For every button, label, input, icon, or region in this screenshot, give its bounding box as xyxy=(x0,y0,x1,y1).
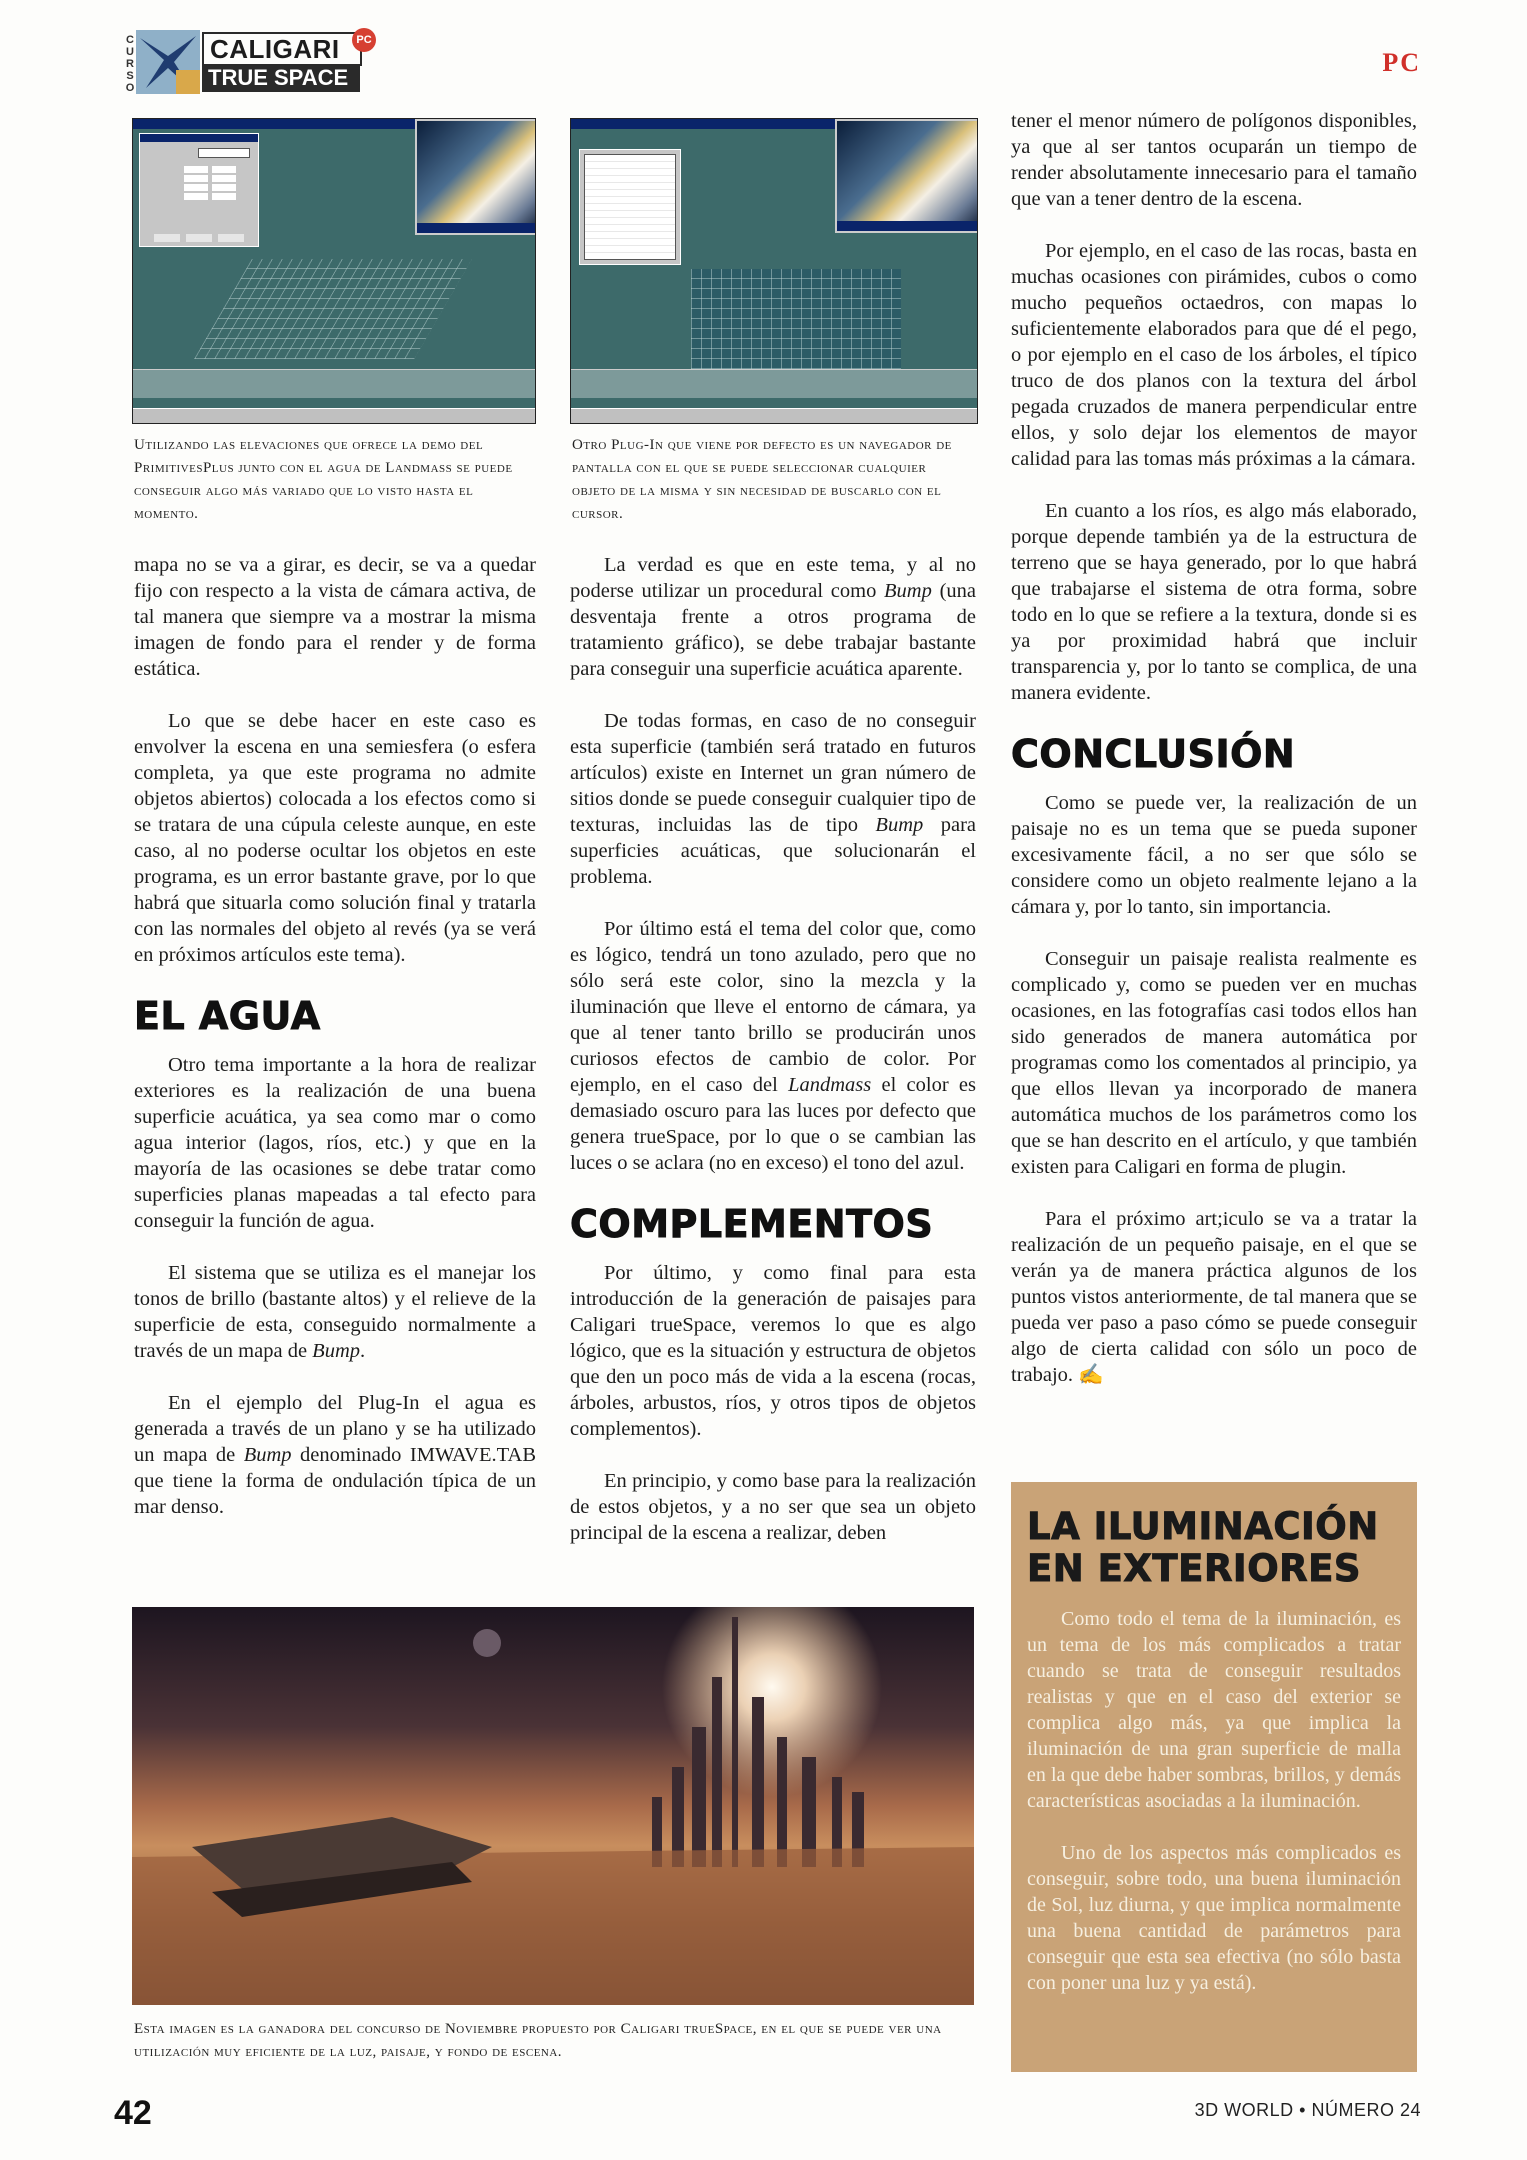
windows-taskbar xyxy=(133,408,535,423)
dialog-panel xyxy=(139,133,259,247)
figure-caption: Utilizando las elevaciones que ofrece la demo del PrimitivesPlus junto con el agua de Landmass se puede conseguir algo más variado que lo visto hasta el momento. xyxy=(134,437,513,522)
logo-truespace-text: TRUE SPACE xyxy=(202,64,360,92)
logo-caligari-text: CALIGARI xyxy=(202,32,362,66)
water-plane xyxy=(691,269,901,379)
windows-taskbar xyxy=(571,408,977,423)
paragraph: mapa no se va a girar, es decir, se va a quedar fijo con respecto a la vista de cámara activa, de tal manera que siempre va a mostrar la misma imagen de fondo para el render y de forma estática. xyxy=(134,554,536,680)
sidebar-title-line2: EN EXTERIORES xyxy=(1027,1547,1362,1590)
section-heading-el-agua: EL AGUA xyxy=(134,994,321,1038)
sidebar-title-line1: LA ILUMINACIÓN xyxy=(1027,1505,1379,1548)
caligari-truespace-logo xyxy=(124,28,378,96)
article-column-3 xyxy=(1011,108,1417,1414)
caption-navigator xyxy=(572,434,972,526)
paragraph: tener el menor número de polígonos disponibles, ya que al ser tantos ocuparán un tiempo de render absolutamente innecesario para el tamaño que van a tener dentro de la escena. xyxy=(1011,110,1417,210)
section-heading-conclusion: CONCLUSIÓN xyxy=(1011,732,1296,776)
section-tag-pc: PC xyxy=(1382,48,1421,77)
sidebar-paragraph: Como todo el tema de la iluminación, es un tema de los más complicados a tratar cuando se trata de conseguir resultados realistas y que en el caso del exterior se complica algo más, ya que implica la iluminación de una gran superficie de malla en la que debe haber sombras, brillos, y demás características asociadas a la iluminación. xyxy=(1027,1608,1401,1812)
paragraph: El sistema que se utiliza es el manejar los tonos de brillo (bastante altos) y el relieve de la superficie de esta, conseguido normalmente a través de un mapa de Bump. xyxy=(134,1262,536,1362)
sidebar-iluminacion-exteriores xyxy=(1011,1482,1417,2072)
caligari-star-icon xyxy=(136,30,200,94)
magazine-issue: 3D WORLD • NÚMERO 24 xyxy=(1194,2100,1421,2120)
paragraph: Otro tema importante a la hora de realizar exteriores es la realización de una buena superficie acuática, ya sea como mar o como agua interior (lagos, ríos, etc.) y que en la mayoría de las ocasiones se debe tratar como superficies planas mapeadas a tal efecto para conseguir la función de agua. xyxy=(134,1054,536,1232)
render-preview-window xyxy=(835,119,978,233)
figure-caption: Esta imagen es la ganadora del concurso de Noviembre propuesto por Caligari trueSpace, en el que se puede ver una utilización muy eficiente de la luz, paisaje, y fondo de escena. xyxy=(134,2021,942,2060)
paragraph: Conseguir un paisaje realista realmente es complicado y, como se pueden ver en muchas ocasiones, en las fotografías casi todos ellos han sido generados de manera automática por programas como los comentados al principio, ya que ellos llevan ya incorporado de manera automática muchos de los parámetros como los que se han descrito en el artículo, y que también existen para Caligari en forma de plugin. xyxy=(1011,948,1417,1178)
render-preview-window xyxy=(415,119,536,235)
paragraph: Por último está el tema del color que, como es lógico, tendrá un tono azulado, pero que no sólo será este color, sino la mezcla y la iluminación que lleve el entorno de cámara, ya que al tener tanto brillo se producirán unos curiosos efectos de cambio de color. Por ejemplo, en el caso del Landmass el color es demasiado oscuro para las luces por defecto que genera trueSpace, por lo que o se cambian las luces o se aclara (no en exceso) el tono del azul. xyxy=(570,918,976,1174)
sci-fi-landscape-illustration xyxy=(132,1607,974,2005)
paragraph: Por ejemplo, en el caso de las rocas, basta en muchas ocasiones con pirámides, cubos o como mucho pequeños octaedros, con mapas lo suficientemente elaborados para que dé el pego, o por ejemplo en el caso de los árboles, el típico truco de dos planos con la textura del árbol pegada cruzados de manera perpendicular entre ellos, y solo dejar los elementos de mayor calidad para las tomas más próximas a la cámara. xyxy=(1011,240,1417,470)
paragraph: En cuanto a los ríos, es algo más elaborado, porque depende también ya de la estructura de terreno que se haya generado, por lo que habrá que trabajarse el sistema de otra forma, sobre todo en lo que se refiere a la textura, donde si es ya por proximidad habrá que incluir transparencia y, por lo tanto se complica, de una manera evidente. xyxy=(1011,500,1417,704)
logo-curso-label: CURSO xyxy=(124,34,136,94)
caption-primitivesplus xyxy=(134,434,524,526)
paragraph: Lo que se debe hacer en este caso es envolver la escena en una semiesfera (o esfera completa, ya que este programa no admite objetos abiertos) colocada a los efectos como si se tratara de una cúpula celeste aunque, en este caso, al no poderse ocultar los objetos en este programa, es un error bastante grave, por lo que habrá que situarla como solución final y tratarla con las normales del objeto al revés (ya se verá en próximos artículos este tema). xyxy=(134,710,536,966)
winning-contest-image xyxy=(132,1607,974,2005)
paragraph: Por último, y como final para esta introducción de la generación de paisajes para Caligari trueSpace, veremos lo que es algo lógico, que es la situación y estructura de objetos que den un poco más de vida a la escena (rocas, árboles, arbustos, ríos, y otros tipos de objetos complementos). xyxy=(570,1262,976,1440)
wireframe-terrain xyxy=(194,259,472,359)
paragraph: En el ejemplo del Plug-In el agua es generada a través de un plano y se ha utilizado un mapa de Bump denominado IMWAVE.TAB que tiene la forma de ondulación típica de un mar denso. xyxy=(134,1392,536,1518)
paragraph: La verdad es que en este tema, y al no poderse utilizar un procedural como Bump (una desventaja frente a otros programa de tratamiento gráfico), se debe trabajar bastante para conseguir una superficie acuática aparente. xyxy=(570,554,976,680)
logo-pc-badge: PC xyxy=(352,28,376,52)
tool-shelf xyxy=(571,369,977,398)
sidebar-paragraph: Uno de los aspectos más complicados es conseguir, sobre todo, una buena iluminación de Sol, luz diurna, y que implica normalmente una buena cantidad de parámetros para conseguir que esta sea efectiva (no sólo basta con poner una luz y ya está). xyxy=(1027,1842,1401,1994)
paragraph: Como se puede ver, la realización de un paisaje no es un tema que se pueda suponer excesivamente fácil, a no ser que sólo se considere como un objeto realmente lejano a la cámara y, por lo tanto, sin importancia. xyxy=(1011,792,1417,918)
paragraph: De todas formas, en caso de no conseguir esta superficie (también será tratado en futuros artículos) existe en Internet un gran número de sitios donde se puede conseguir cualquier tipo de texturas, incluidas las de tipo Bump para superficies acuáticas, que solucionarán el problema. xyxy=(570,710,976,888)
paragraph: Para el próximo art;iculo se va a tratar la realización de un pequeño paisaje, en el que se verán ya de manera práctica algunos de los puntos vistos anteriormente, de tal manera que se pueda ver paso a paso cómo se puede conseguir algo de cierta calidad con sólo un poco de trabajo. ✍ xyxy=(1011,1208,1417,1386)
paragraph: En principio, y como base para la realización de estos objetos, y a no ser que sea un objeto principal de la escena a realizar, deben xyxy=(570,1470,976,1544)
tool-shelf xyxy=(133,369,535,398)
caption-bottom-image xyxy=(134,2018,974,2064)
figure-caption: Otro Plug-In que viene por defecto es un navegador de pantalla con el que se puede seleccionar cualquier objeto de la misma y sin necesidad de buscarlo con el cursor. xyxy=(572,437,952,522)
end-pencil-icon: ✍ xyxy=(1078,1364,1104,1386)
screenshot-primitivesplus xyxy=(132,118,536,424)
page-number: 42 xyxy=(114,2094,152,2132)
article-column-2 xyxy=(570,552,976,1572)
section-heading-complementos: COMPLEMENTOS xyxy=(570,1202,934,1246)
article-column-1 xyxy=(134,552,536,1546)
screenshot-navigator-plugin xyxy=(570,118,978,424)
object-list-panel xyxy=(579,149,681,265)
